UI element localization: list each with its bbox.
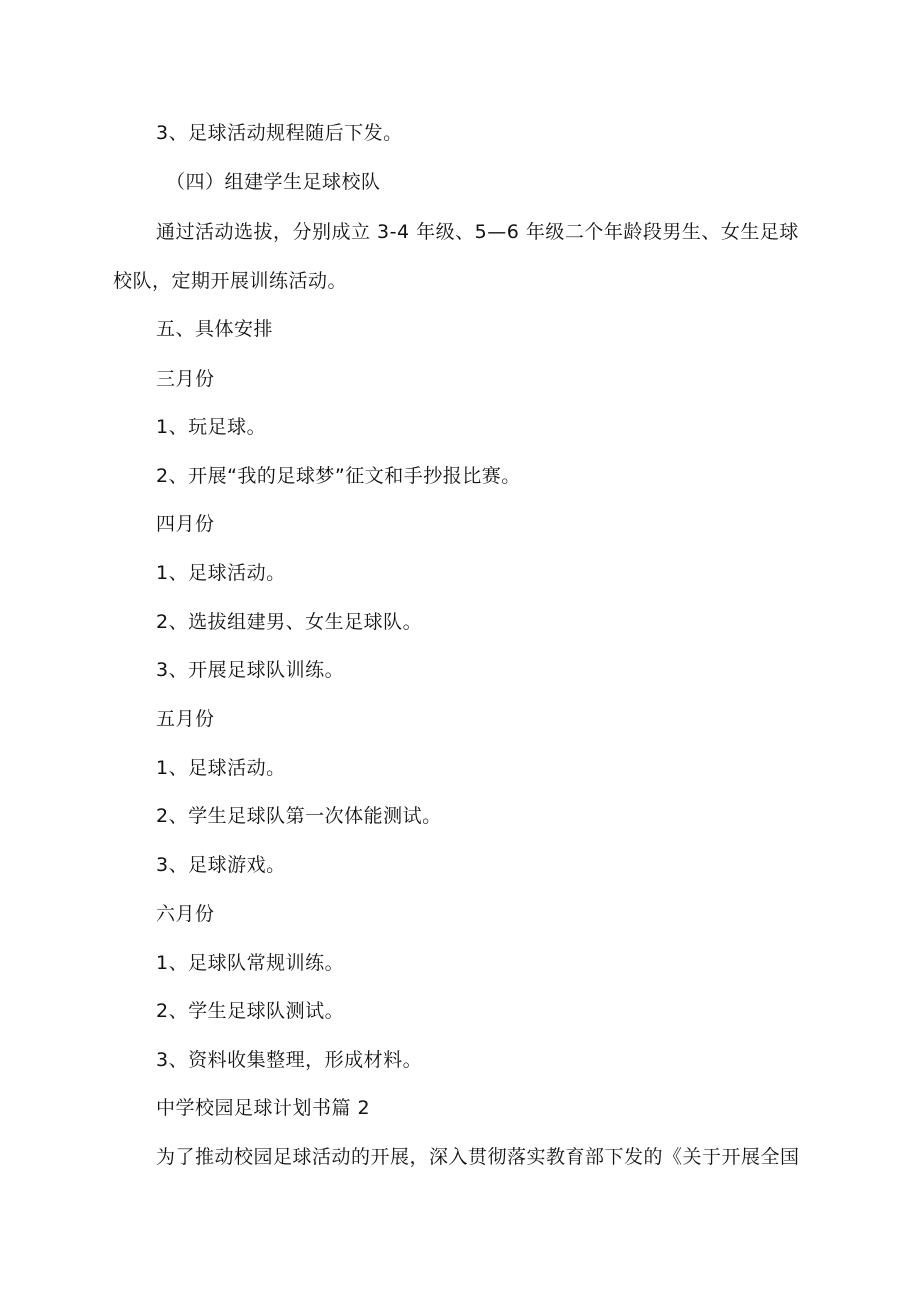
paragraph-intro-line1: 为了推动校园足球活动的开展，深入贯彻落实教育部下发的《关于开展全国 (156, 1146, 800, 1168)
list-item: 3、足球游戏。 (156, 854, 286, 876)
list-item: 3、开展足球队训练。 (156, 659, 345, 681)
list-item: 2、学生足球队第一次体能测试。 (156, 805, 442, 827)
paragraph-rules-notice: 3、足球活动规程随后下发。 (156, 122, 403, 144)
list-item: 1、玩足球。 (156, 416, 267, 438)
paragraph-team-selection-line1: 通过活动选拔，分别成立 3-4 年级、5—6 年级二个年龄段男生、女生足球 (156, 221, 799, 243)
month-heading-may: 五月份 (156, 708, 215, 730)
list-item: 1、足球队常规训练。 (156, 952, 345, 974)
month-heading-june: 六月份 (156, 903, 215, 925)
month-heading-april: 四月份 (156, 513, 215, 535)
article-title-part2: 中学校园足球计划书篇 2 (156, 1097, 371, 1119)
list-item: 2、选拔组建男、女生足球队。 (156, 611, 423, 633)
list-item: 2、开展“我的足球梦”征文和手抄报比赛。 (156, 465, 521, 487)
list-item: 2、学生足球队测试。 (156, 1000, 345, 1022)
list-item: 3、资料收集整理，形成材料。 (156, 1049, 423, 1071)
paragraph-team-selection-line2: 校队，定期开展训练活动。 (113, 270, 348, 292)
month-heading-march: 三月份 (156, 368, 215, 390)
list-item: 1、足球活动。 (156, 757, 286, 779)
list-item: 1、足球活动。 (156, 562, 286, 584)
section-heading-school-team: （四）组建学生足球校队 (166, 171, 381, 193)
section-heading-schedule: 五、具体安排 (156, 318, 274, 340)
